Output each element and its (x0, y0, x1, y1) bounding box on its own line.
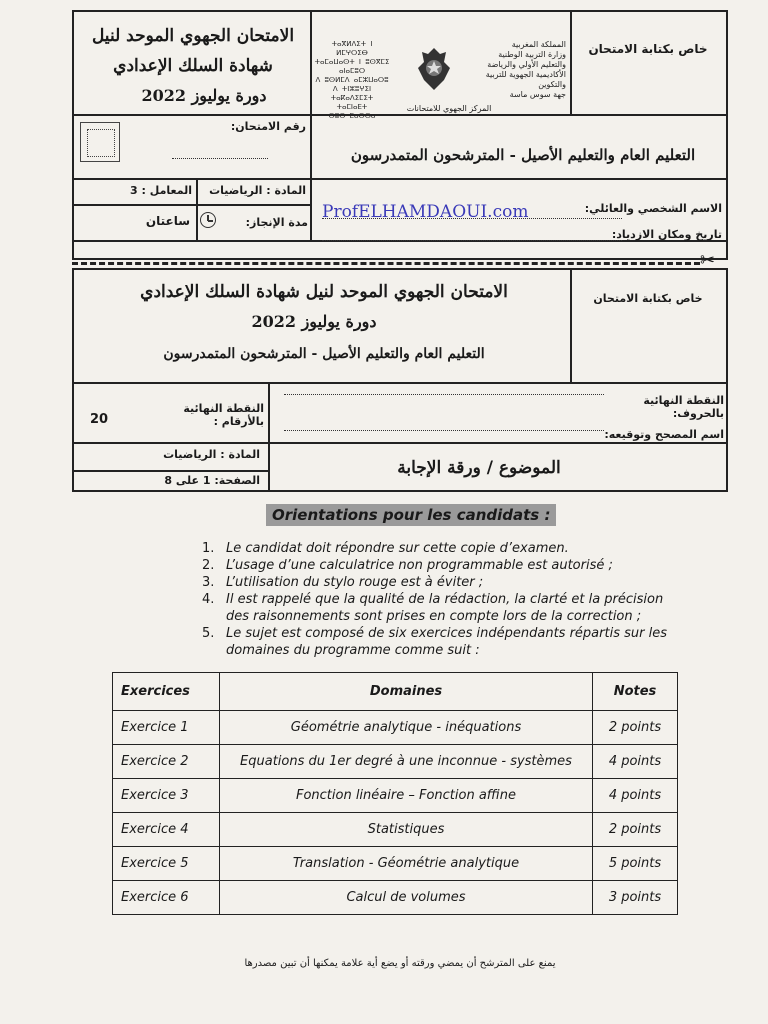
subject-label: المادة : الرياضيات (209, 184, 306, 197)
table-row: Exercice 1 Géométrie analytique - inéquations 2 points (113, 711, 678, 745)
orientation-item: 5. Le sujet est composé de six exercices indépendants répartis sur les domaines du programme comme suit : (202, 626, 667, 658)
cut-line (72, 262, 700, 265)
answer-branch: التعليم العام والتعليم الأصيل - المترشحون المتمدرسون (163, 346, 485, 362)
coat-of-arms-icon (416, 46, 452, 92)
name-label: الاسم الشخصي والعائلي: (584, 202, 722, 215)
final-score-digits-label: النقطة النهائية بالأرقام : (183, 402, 264, 428)
header-exercices: Exercices (113, 673, 220, 711)
coefficient-label: المعامل : 3 (130, 184, 192, 197)
final-score-words-label: النقطة النهائية بالحروف: (643, 394, 724, 420)
center-label: المركز الجهوي للامتحانات (406, 104, 492, 113)
orientations-title: Orientations pour les candidats : (266, 504, 556, 526)
header-notes: Notes (593, 673, 678, 711)
answer-sheet-header (72, 268, 728, 492)
answer-exam-title: الامتحان الجهوي الموحد لنيل شهادة السلك الإعدادي (140, 282, 508, 302)
duration-label: مدة الإنجاز: (245, 216, 308, 229)
orientation-item: 4. Il est rappelé que la qualité de la rédaction, la clarté et la précision des raisonnements sont prises en compte lors de la correction ; (202, 592, 664, 624)
exercises-table (112, 672, 678, 915)
corrector-field[interactable] (284, 430, 604, 431)
candidate-header (72, 10, 728, 260)
reserved-label: خاص بكتابة الامتحان (588, 42, 708, 56)
clock-icon (200, 212, 216, 228)
scissors-icon: ✂ (700, 250, 716, 271)
duration-value: ساعتان (145, 214, 190, 228)
table-row: Exercice 2 Equations du 1er degré à une inconnue - systèmes 4 points (113, 745, 678, 779)
birth-field[interactable] (322, 240, 622, 241)
exam-number-label: رقم الامتحان: (230, 120, 306, 133)
table-row: Exercice 5 Translation - Géométrie analytique 5 points (113, 847, 678, 881)
barcode-box (80, 122, 120, 162)
exam-title-line2: شهادة السلك الإعدادي (113, 56, 273, 76)
kingdom-tifinagh: ⵜⴰⴳⵍⴷⵉⵜ ⵏ ⵍⵎⵖⵔⵉⴱ ⵜⴰⵎⴰⵡⴰⵙⵜ ⵏ ⵓⵙⴳⵎⵉ ⴰⵏⴰⵎⵓⵔ ⴷ ⵓⵙⵍⵎⴷ ⴰⵎⵣⵡⴰⵔⵓ ⴷ ⵜⵏⵣⵓⵖⵉⵏ ⵜⴰⴽⴰⴷⵉⵎⵉⵜ ⵜⴰⵎⵏⴰⴹⵜ ⵙⵓⵙ ⵎⴰⵙⵙⴰ (314, 40, 390, 120)
table-row: Exercice 3 Fonction linéaire – Fonction affine 4 points (113, 779, 678, 813)
table-row: Exercice 4 Statistiques 2 points (113, 813, 678, 847)
exam-number-field[interactable] (172, 158, 268, 159)
orientation-item: 3. L’utilisation du stylo rouge est à éviter ; (202, 575, 484, 590)
kingdom-arabic: المملكة المغربية وزارة التربية الوطنية والتعليم الأولي والرياضة الأكاديمية الجهوية للتربية والتكوين جهة سوس ماسة (485, 40, 566, 99)
footer-note: يمنع على المترشح أن يمضي ورقته أو يضع أية علامة يمكنها أن تبين مصدرها (244, 958, 556, 969)
branch-label: التعليم العام والتعليم الأصيل - المترشحون المتمدرسون (350, 146, 696, 164)
final-score-words-field[interactable] (284, 394, 604, 395)
answer-session: دورة يوليوز 2022 (251, 312, 377, 331)
topic-label: الموضوع / ورقة الإجابة (397, 458, 561, 478)
page-label: الصفحة: 1 على 8 (164, 474, 260, 487)
exam-session: دورة يوليوز 2022 (141, 86, 267, 105)
corrector-label: اسم المصحح وتوقيعه: (604, 428, 724, 441)
answer-subject-label: المادة : الرياضيات (163, 448, 260, 461)
birth-label: تاريخ ومكان الازدياد: (611, 228, 722, 241)
orientations-list (202, 540, 676, 659)
header-domaines: Domaines (220, 673, 593, 711)
answer-reserved-label: خاص بكتابة الامتحان (593, 292, 703, 305)
orientation-item: 1. Le candidat doit répondre sur cette copie d’examen. (202, 541, 569, 556)
watermark: ProfELHAMDAOUI.com (322, 202, 529, 222)
orientation-item: 2. L’usage d’une calculatrice non programmable est autorisé ; (202, 558, 613, 573)
table-row: Exercice 6 Calcul de volumes 3 points (113, 881, 678, 915)
final-score-total: 20 (90, 412, 109, 427)
exam-title-line1: الامتحان الجهوي الموحد لنيل (91, 26, 295, 46)
